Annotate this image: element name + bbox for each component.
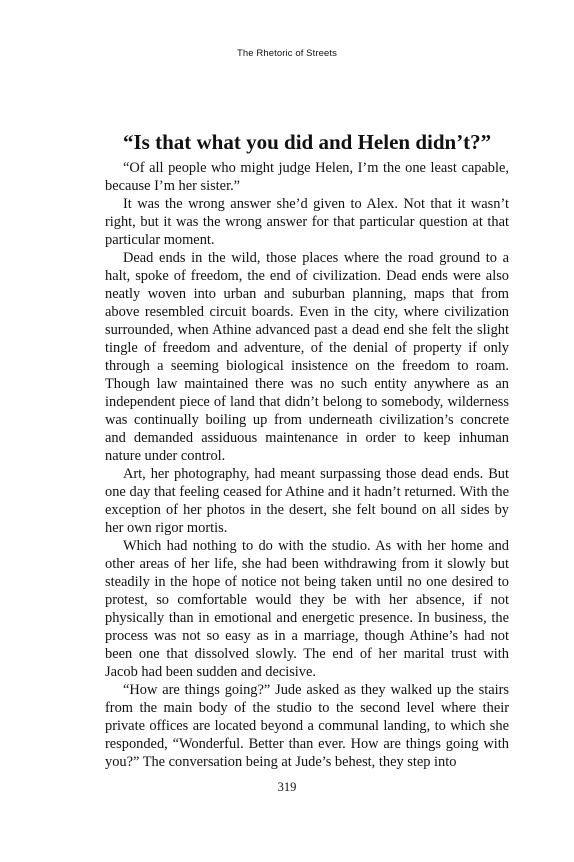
page-number: 319 xyxy=(277,780,297,794)
page-body xyxy=(105,128,509,771)
chapter-heading: “Is that what you did and Helen didn’t?” xyxy=(123,130,492,154)
paragraph-1: “Of all people who might judge Helen, I’m the one least capable, because I’m her sister.” xyxy=(105,160,509,194)
paragraph-2: It was the wrong answer she’d given to Alex. Not that it wasn’t right, but it was the wrong answer for that particular question at that particular moment. xyxy=(105,196,509,248)
paragraph-5: Which had nothing to do with the studio. As with her home and other areas of her life, she had been withdrawing from it slowly but steadily in the hope of notice not being taken until no one desired to protest, so comfortable would they be with her absence, if not physically than in emotional and energetic presence. In business, the process was not so easy as in a marriage, though Athine’s had not been one that dissolved slowly. The end of her marital trust with Jacob had been sudden and decisive. xyxy=(105,538,509,680)
paragraph-6: “How are things going?” Jude asked as they walked up the stairs from the main body of the studio to the second level where their private offices are located beyond a communal landing, to which she responded, “Wonderful. Better than ever. How are things going with you?” The conversation being at Jude’s behest, they step into xyxy=(105,682,509,770)
paragraph-3: Dead ends in the wild, those places where the road ground to a halt, spoke of freedom, the end of civilization. Dead ends were also neatly woven into urban and suburban planning, maps that from above resembled circuit boards. Even in the city, where civilization surrounded, when Athine advanced past a dead end she felt the slight tingle of freedom and adventure, of the denial of property if only through a seeming biological insistence on the freedom to roam. Though law maintained there was no such entity anywhere as an independent piece of land that didn’t belong to somebody, wilderness was continually boiling up from underneath civilization’s concrete and demanded assiduous maintenance in order to keep inhuman nature under control. xyxy=(105,250,509,464)
running-header: The Rhetoric of Streets xyxy=(237,48,337,59)
paragraph-4: Art, her photography, had meant surpassing those dead ends. But one day that feeling ceased for Athine and it hadn’t returned. With the exception of her photos in the desert, she felt bound on all sides by her own rigor mortis. xyxy=(105,466,509,536)
